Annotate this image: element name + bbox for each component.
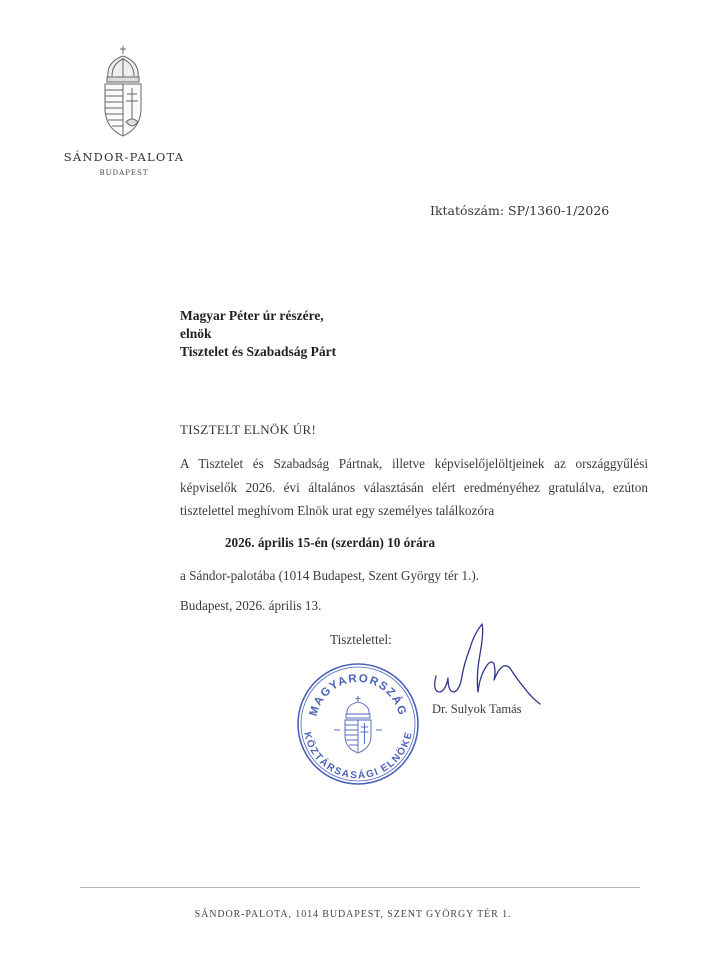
closing: Tisztelettel: — [330, 632, 392, 647]
recipient-title: elnök — [180, 326, 212, 341]
place-and-date: Budapest, 2026. április 13. — [180, 598, 322, 613]
organization-city: BUDAPEST — [99, 169, 149, 177]
hungarian-coat-of-arms-icon — [100, 44, 146, 138]
handwritten-signature — [430, 620, 542, 712]
registration-number: Iktatószám: SP/1360-1/2026 — [430, 203, 610, 218]
footer-divider — [80, 887, 640, 888]
stamp-top-text: MAGYARORSZÁG — [307, 672, 409, 718]
recipient-party: Tisztelet és Szabadság Párt — [180, 344, 337, 359]
organization-name: SÁNDOR-PALOTA — [63, 150, 185, 164]
meeting-time: 2026. április 15-én (szerdán) 10 órára — [224, 535, 436, 550]
footer-address: SÁNDOR-PALOTA, 1014 BUDAPEST, SZENT GYÖRGY TÉR 1. — [194, 909, 512, 920]
stamp-bottom-text: KÖZTÁRSASÁGI ELNÖKE — [301, 730, 415, 782]
recipient-name: Magyar Péter úr részére, — [180, 308, 324, 323]
paragraph-line: A Tisztelet és Szabadság Pártnak, illetve képviselőjelöltjeinek az országgyűlési — [180, 456, 648, 471]
paragraph-line: tisztelettel meghívom Elnök urat egy személyes találkozóra — [180, 503, 495, 518]
stamp-crest-icon — [334, 696, 382, 753]
paragraph-line: képviselők 2026. évi általános választásán elért eredményéhez gratulálva, ezúton — [180, 479, 648, 495]
salutation: TISZTELT ELNÖK ÚR! — [180, 422, 317, 437]
official-stamp — [294, 660, 422, 788]
recipient-block — [180, 307, 336, 361]
signer-name: Dr. Sulyok Tamás — [432, 702, 522, 716]
meeting-place: a Sándor-palotába (1014 Budapest, Szent György tér 1.). — [180, 568, 480, 583]
body-paragraph — [180, 452, 648, 523]
